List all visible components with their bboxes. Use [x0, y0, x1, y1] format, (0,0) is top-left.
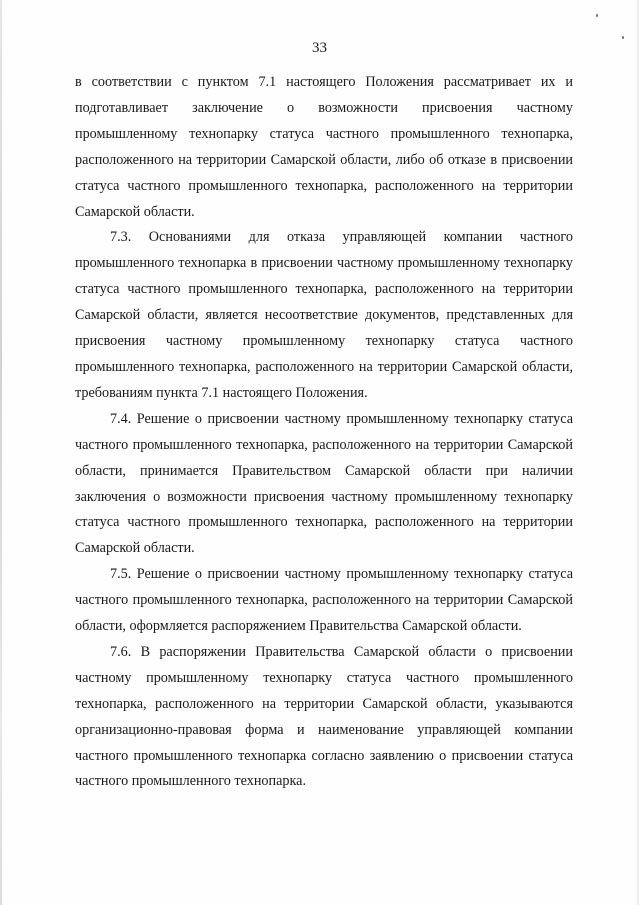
scan-left-edge: [0, 0, 2, 905]
paragraph-7-3: 7.3. Основаниями для отказа управляющей компании частного промышленного технопарка в присвоении частному промышленному технопарку статуса частного промышленного технопарка, расположенного на территории Самарской области, является несоответствие документов, представленных для присвоения частному промышленному технопарку статуса частного промышленного технопарка, расположенного на территории Самарской области, требованиям пункта 7.1 настоящего Положения.: [75, 229, 573, 401]
paragraph-continuation: в соответствии с пунктом 7.1 настоящего Положения рассматривает их и подготавливает заключение о возможности присвоения частному промышленному технопарку статуса частного промышленного технопарка, расположенного на территории Самарской области, либо об отказе в присвоении статуса частного промышленного технопарка, расположенного на территории Самарской области.: [75, 74, 573, 220]
page-number: 33: [312, 40, 327, 56]
scan-speck: [622, 36, 624, 39]
paragraph-7-4: 7.4. Решение о присвоении частному промышленному технопарку статуса частного промышленного технопарка, расположенного на территории Самарской области, принимается Правительством Самарской области при наличии заключения о возможности присвоения частному промышленному технопарку статуса частного промышленного технопарка, расположенного на территории Самарской области.: [75, 410, 573, 557]
scan-speck: [596, 14, 598, 17]
paragraph-7-5: 7.5. Решение о присвоении частному промышленному технопарку статуса частного промышленного технопарка, расположенного на территории Самарской области, оформляется распоряжением Правительства Самарской области.: [75, 566, 573, 635]
paragraph-7-6: 7.6. В распоряжении Правительства Самарской области о присвоении частному промышленному технопарку статуса частного промышленного технопарка, расположенного на территории Самарской области, указываются организационно-правовая форма и наименование управляющей компании частного промышленного технопарка согласно заявлению о присвоении статуса частного промышленного технопарка.: [75, 643, 573, 790]
document-body: [75, 70, 573, 795]
